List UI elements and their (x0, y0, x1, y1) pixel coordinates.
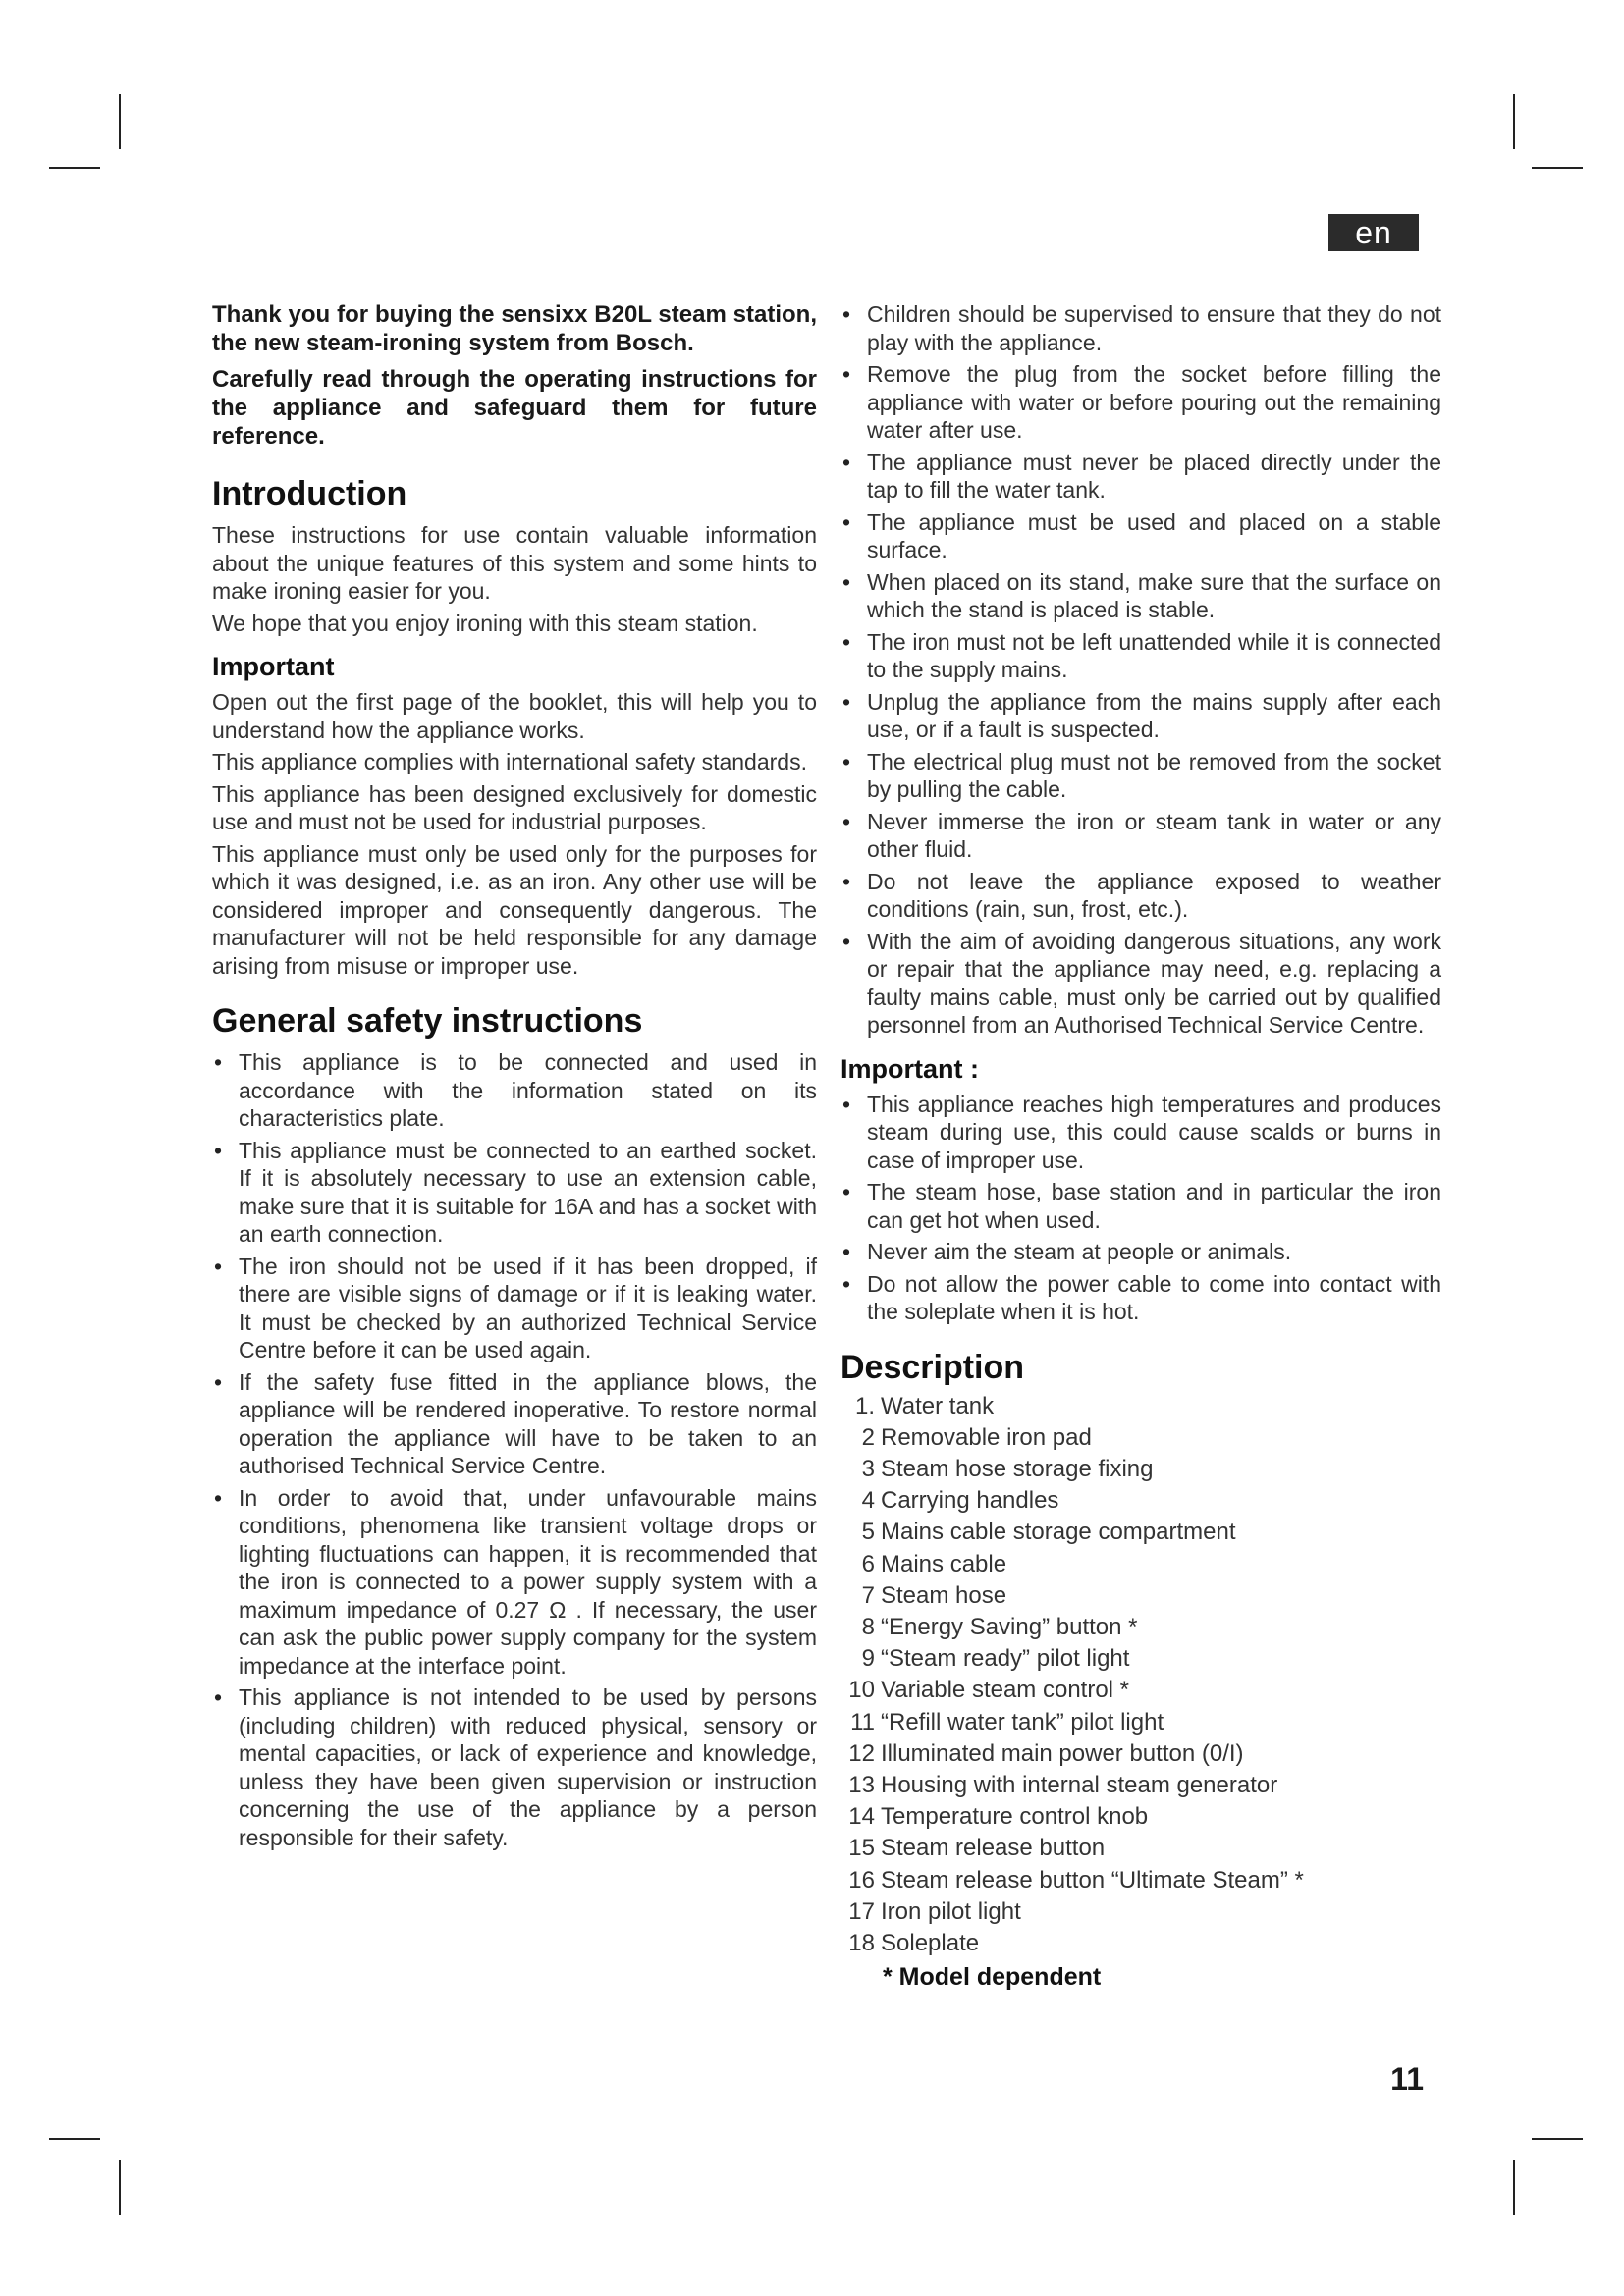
list-item (840, 1485, 1441, 1517)
part-label: Iron pilot light (881, 1897, 1021, 1925)
crop-mark (49, 2138, 100, 2140)
intro-read-instructions: Carefully read through the operating instructions for the appliance and safeguard them for future reference. (212, 366, 817, 450)
list-item: • The steam hose, base station and in particular the iron can get hot when used. (840, 1178, 1441, 1234)
crop-mark (1532, 2138, 1583, 2140)
crop-mark (119, 2160, 121, 2215)
introduction-heading: Introduction (212, 475, 407, 512)
part-label: Steam hose storage fixing (881, 1455, 1154, 1482)
part-label: Mains cable storage compartment (881, 1519, 1236, 1546)
part-label: Soleplate (881, 1929, 980, 1956)
list-item (840, 1391, 1441, 1422)
part-label: “Energy Saving” button * (881, 1613, 1138, 1640)
introduction-paragraph: These instructions for use contain valuable information about the unique features of this system and some hints to make ironing easier for you. (212, 522, 817, 604)
part-number: 16 (848, 1866, 875, 1894)
left-column (212, 300, 817, 1855)
part-number: 4 (861, 1487, 875, 1515)
list-item: • When placed on its stand, make sure that the surface on which the stand is placed is stable. (840, 568, 1441, 624)
part-number: 10 (848, 1677, 875, 1704)
language-tag: en (1328, 214, 1419, 251)
list-item (840, 1454, 1441, 1485)
list-item: • The appliance must never be placed directly under the tap to fill the water tank. (840, 449, 1441, 505)
safety-list-continued (840, 300, 1441, 1040)
page-number: 11 (1390, 2061, 1424, 2097)
list-item (840, 1801, 1441, 1833)
important-paragraph: This appliance must only be used only for the purposes for which it was designed, i.e. as an iron. Any other use will be considered improper and consequently dangerous. The manufacturer will not be held responsible for any damage arising from misuse or improper use. (212, 840, 817, 979)
part-label: “Steam ready” pilot light (881, 1645, 1130, 1673)
list-item (840, 1738, 1441, 1770)
part-label: Steam hose (881, 1581, 1007, 1609)
list-item (840, 1580, 1441, 1612)
intro-thanks: Thank you for buying the sensixx B20L steam station, the new steam-ironing system from Bosch. (212, 301, 817, 356)
list-item (840, 1549, 1441, 1580)
part-label: Steam release button “Ultimate Steam” * (881, 1866, 1304, 1894)
part-number: 6 (861, 1550, 875, 1577)
list-item: • Remove the plug from the socket before filling the appliance with water or before pouring out the remaining water after use. (840, 360, 1441, 445)
important-hot-list (840, 1091, 1441, 1326)
crop-mark (49, 167, 100, 169)
list-item (840, 1865, 1441, 1896)
list-item: • Children should be supervised to ensure that they do not play with the appliance. (840, 300, 1441, 356)
part-number: 1. (854, 1392, 875, 1419)
list-item: • Unplug the appliance from the mains supply after each use, or if a fault is suspected. (840, 688, 1441, 744)
general-safety-list (212, 1048, 817, 1851)
list-item: • In order to avoid that, under unfavourable mains conditions, phenomena like transient voltage drops or lighting fluctuations can happen, it is recommended that the iron is connected to a power supply system with a maximum impedance of 0.27 Ω . If necessary, the user can ask the public power supply company for the system impedance at the interface point. (212, 1484, 817, 1681)
list-item: • Never immerse the iron or steam tank in water or any other fluid. (840, 808, 1441, 864)
part-number: 9 (861, 1645, 875, 1673)
list-item: • This appliance is to be connected and used in accordance with the information stated on its characteristics plate. (212, 1048, 817, 1133)
list-item (840, 1517, 1441, 1548)
part-number: 5 (861, 1519, 875, 1546)
list-item: • This appliance must be connected to an earthed socket. If it is absolutely necessary to use an extension cable, make sure that it is suitable for 16A and has a socket with an earth connection. (212, 1137, 817, 1249)
list-item: • The electrical plug must not be removed from the socket by pulling the cable. (840, 748, 1441, 804)
list-item: • The iron should not be used if it has been dropped, if there are visible signs of damage or if it is leaking water. It must be checked by an authorized Technical Service Centre before it can be used again. (212, 1253, 817, 1364)
list-item: • This appliance reaches high temperatures and produces steam during use, this could cause scalds or burns in case of improper use. (840, 1091, 1441, 1175)
part-label: Water tank (881, 1392, 995, 1419)
part-label: Illuminated main power button (0/I) (881, 1739, 1244, 1767)
list-item: • Never aim the steam at people or animals. (840, 1238, 1441, 1266)
part-number: 3 (861, 1455, 875, 1482)
list-item (840, 1675, 1441, 1706)
important-paragraph: This appliance complies with international safety standards. (212, 749, 807, 774)
list-item (840, 1612, 1441, 1643)
part-number: 11 (850, 1708, 875, 1735)
list-item (840, 1896, 1441, 1928)
part-number: 14 (848, 1803, 875, 1831)
part-number: 17 (848, 1897, 875, 1925)
general-safety-heading: General safety instructions (212, 1002, 643, 1040)
model-dependent-note: * Model dependent (883, 1963, 1102, 1992)
part-label: Variable steam control * (881, 1677, 1130, 1704)
list-item: • The iron must not be left unattended while it is connected to the supply mains. (840, 628, 1441, 684)
crop-mark (1513, 94, 1515, 149)
part-label: Removable iron pad (881, 1423, 1092, 1451)
part-label: “Refill water tank” pilot light (881, 1708, 1164, 1735)
part-label: Housing with internal steam generator (881, 1771, 1278, 1798)
list-item (840, 1833, 1441, 1864)
part-label: Carrying handles (881, 1487, 1059, 1515)
important-paragraph: Open out the first page of the booklet, this will help you to understand how the appliance works. (212, 689, 817, 743)
list-item (840, 1422, 1441, 1454)
description-heading: Description (840, 1348, 1025, 1386)
parts-list (840, 1391, 1441, 1960)
important-heading: Important (212, 652, 335, 681)
introduction-paragraph: We hope that you enjoy ironing with this steam station. (212, 610, 758, 636)
part-number: 7 (861, 1581, 875, 1609)
list-item: • If the safety fuse fitted in the appliance blows, the appliance will be rendered inoperative. To restore normal operation the appliance will have to be taken to an authorised Technical Service Centre. (212, 1368, 817, 1480)
part-number: 13 (848, 1771, 875, 1798)
list-item: • This appliance is not intended to be used by persons (including children) with reduced physical, sensory or mental capacities, or lack of experience and knowledge, unless they have been given supervision or instruction concerning the use of the appliance by a person responsible for their safety. (212, 1683, 817, 1851)
important-hot-heading: Important : (840, 1053, 979, 1084)
list-item: • The appliance must be used and placed on a stable surface. (840, 508, 1441, 564)
list-item: • Do not allow the power cable to come into contact with the soleplate when it is hot. (840, 1270, 1441, 1326)
important-paragraph: This appliance has been designed exclusively for domestic use and must not be used for industrial purposes. (212, 780, 817, 834)
crop-mark (1532, 167, 1583, 169)
part-number: 18 (848, 1929, 875, 1956)
crop-mark (119, 94, 121, 149)
part-label: Mains cable (881, 1550, 1007, 1577)
part-label: Steam release button (881, 1835, 1106, 1862)
crop-mark (1513, 2160, 1515, 2215)
list-item: • Do not leave the appliance exposed to weather conditions (rain, sun, frost, etc.). (840, 868, 1441, 924)
list-item (840, 1928, 1441, 1959)
part-number: 8 (861, 1613, 875, 1640)
part-label: Temperature control knob (881, 1803, 1149, 1831)
part-number: 15 (848, 1835, 875, 1862)
list-item (840, 1770, 1441, 1801)
part-number: 12 (848, 1739, 875, 1767)
list-item: • With the aim of avoiding dangerous situations, any work or repair that the appliance may need, e.g. replacing a faulty mains cable, must only be carried out by qualified personnel from an Authorised Technical Service Centre. (840, 928, 1441, 1040)
list-item (840, 1643, 1441, 1675)
right-column (840, 300, 1441, 1993)
list-item (840, 1707, 1441, 1738)
part-number: 2 (861, 1423, 875, 1451)
